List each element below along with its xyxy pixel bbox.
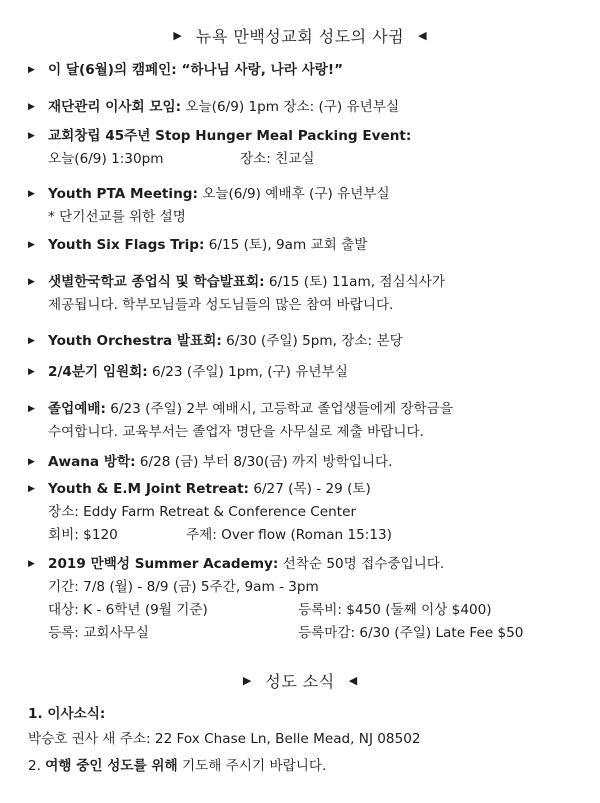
item-detail: 회비: $120 xyxy=(48,527,118,543)
item-detail: 수여합니다. 교육부서는 졸업자 명단을 사무실로 제출 바랍니다. xyxy=(48,424,424,440)
list-item xyxy=(28,478,588,547)
item-detail: 장소: 친교실 xyxy=(240,151,315,167)
item-label: Awana 방학: xyxy=(48,454,136,470)
item-text: 6/23 (주일) 2부 예배시, 고등학교 졸업생들에게 장학금을 xyxy=(105,401,453,417)
news-label: 여행 중인 성도를 위해 xyxy=(45,758,178,774)
item-label: 샛별한국학교 종업식 및 학습발표회: xyxy=(48,274,265,290)
triangle-right-icon: ▶ xyxy=(242,673,252,687)
bullet-icon: ▶ xyxy=(28,240,35,250)
bullet-icon: ▶ xyxy=(28,277,35,287)
news-item xyxy=(28,703,588,726)
triangle-left-icon: ◀ xyxy=(348,673,358,687)
page-title: 뉴욕 만백성교회 성도의 사귐 xyxy=(195,26,405,46)
item-text: 오늘(6/9) 예배후 (구) 유년부실 xyxy=(197,186,390,202)
list-item xyxy=(28,59,588,82)
item-text: 6/28 (금) 부터 8/30(금) 까지 방학입니다. xyxy=(135,454,393,470)
item-detail: 제공됩니다. 학부모님들과 성도님들의 많은 참여 바랍니다. xyxy=(48,297,394,313)
news-number: 2. xyxy=(28,758,46,774)
list-item xyxy=(28,553,588,645)
item-label: Youth & E.M Joint Retreat: xyxy=(48,481,249,497)
item-text: 6/23 (주일) 1pm, (구) 유년부실 xyxy=(147,364,348,380)
news-title: 성도 소식 xyxy=(265,671,335,691)
item-label: Youth PTA Meeting: xyxy=(48,186,198,202)
bullet-icon: ▶ xyxy=(28,484,35,494)
item-label: Youth Six Flags Trip: xyxy=(48,237,205,253)
triangle-left-icon: ◀ xyxy=(418,28,427,42)
news-text xyxy=(28,728,588,751)
bullet-icon: ▶ xyxy=(28,102,35,112)
bulletin-header xyxy=(0,20,600,50)
bullet-icon: ▶ xyxy=(28,65,35,75)
list-item xyxy=(28,361,588,384)
list-item xyxy=(28,96,588,119)
item-label: 2019 만백성 Summer Academy: xyxy=(48,556,279,572)
item-text: 6/30 (주일) 5pm, 장소: 본당 xyxy=(221,333,403,349)
bullet-icon: ▶ xyxy=(28,457,35,467)
bullet-icon: ▶ xyxy=(28,559,35,569)
bullet-icon: ▶ xyxy=(28,336,35,346)
news-item xyxy=(28,755,588,778)
news-header xyxy=(0,665,600,695)
news-detail: 기도해 주시기 바랍니다. xyxy=(177,758,327,774)
item-text: 6/15 (토) 11am, 점심식사가 xyxy=(264,274,446,290)
item-label: 교회창립 45주년 Stop Hunger Meal Packing Event: xyxy=(48,128,412,144)
list-item xyxy=(28,234,588,257)
item-detail: 장소: Eddy Farm Retreat & Conference Center xyxy=(48,504,357,520)
list-item xyxy=(28,330,588,353)
item-detail: 등록마감: 6/30 (주일) Late Fee $50 xyxy=(298,625,524,641)
item-label: Youth Orchestra 발표회: xyxy=(48,333,222,349)
item-label: 2/4분기 임원회: xyxy=(48,364,148,380)
item-text: 선착순 50명 접수중입니다. xyxy=(278,556,445,572)
bullet-icon: ▶ xyxy=(28,367,35,377)
bullet-icon: ▶ xyxy=(28,189,35,199)
news-detail: 박승호 권사 새 주소: 22 Fox Chase Ln, Belle Mead, NJ 08502 xyxy=(28,731,421,747)
item-detail: 대상: K - 6학년 (9월 기준) xyxy=(48,602,208,618)
item-text: 오늘(6/9) 1pm 장소: (구) 유년부실 xyxy=(181,99,400,115)
item-label: 이 달(6월)의 캠페인: “하나님 사랑, 나라 사랑!” xyxy=(48,62,344,78)
bullet-icon: ▶ xyxy=(28,131,35,141)
item-text: 6/15 (토), 9am 교회 출발 xyxy=(204,237,368,253)
item-detail: 기간: 7/8 (월) - 8/9 (금) 5주간, 9am - 3pm xyxy=(48,579,319,595)
item-label: 재단관리 이사회 모임: xyxy=(48,99,182,115)
item-text: 6/27 (목) - 29 (토) xyxy=(249,481,371,497)
news-label: 1. 이사소식: xyxy=(28,706,106,722)
bullet-icon: ▶ xyxy=(28,404,35,414)
item-detail: 주제: Over flow (Roman 15:13) xyxy=(186,527,392,543)
list-item xyxy=(28,183,588,229)
list-item xyxy=(28,451,588,474)
item-detail: 등록: 교회사무실 xyxy=(48,625,149,641)
triangle-right-icon: ▶ xyxy=(173,28,182,42)
item-detail: * 단기선교를 위한 설명 xyxy=(48,209,186,225)
item-detail: 오늘(6/9) 1:30pm xyxy=(48,151,164,167)
list-item xyxy=(28,271,588,317)
list-item xyxy=(28,398,588,444)
item-detail: 등록비: $450 (둘째 이상 $400) xyxy=(298,602,492,618)
item-label: 졸업예배: xyxy=(48,401,106,417)
list-item xyxy=(28,125,588,171)
